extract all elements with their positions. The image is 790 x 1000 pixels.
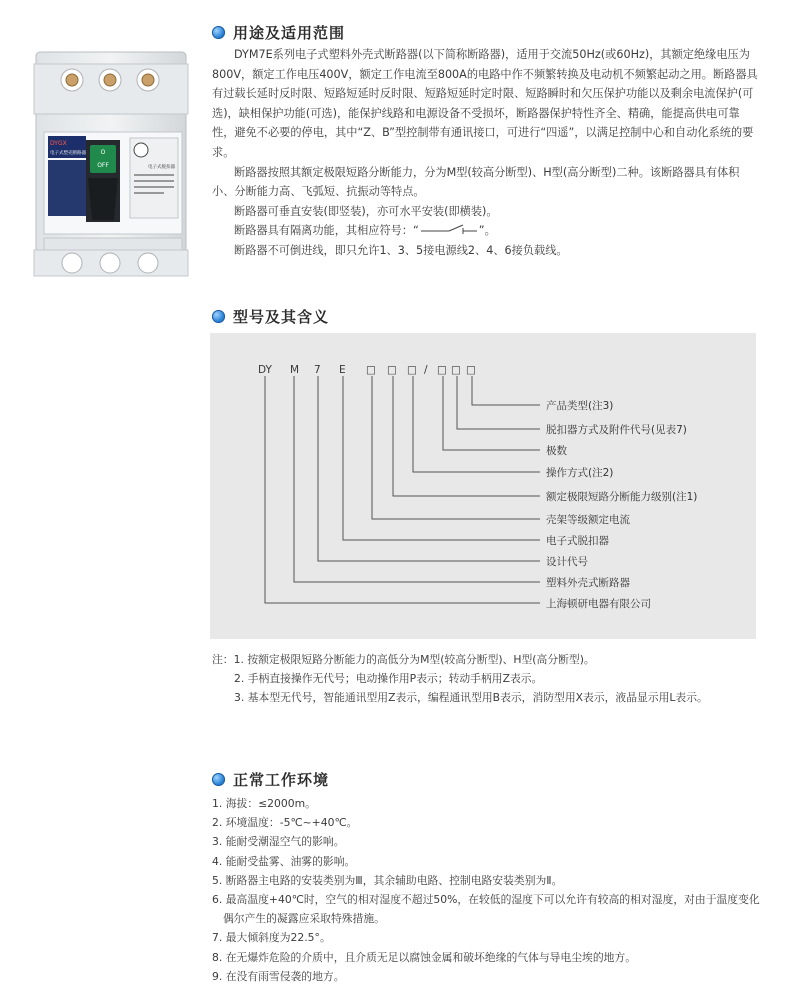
code-part: □	[451, 364, 461, 376]
list-item: 6. 最高温度+40℃时，空气的相对湿度不超过50%，在较低的湿度下可以允许有较高的相对湿度，对由于温度变化	[212, 893, 760, 907]
isolation-switch-symbol-icon	[419, 223, 479, 235]
switch-off-text: OFF	[97, 162, 109, 169]
code-part: □	[466, 364, 476, 376]
list-item: 1. 海拔：≤2000m。	[212, 797, 316, 810]
bullet-icon	[212, 26, 225, 39]
code-part: M	[290, 364, 300, 376]
code-label: 塑料外壳式断路器	[546, 577, 630, 589]
usage-paragraph: 断路器不可倒进线，即只允许1、3、5接电源线2、4、6接负载线。	[234, 243, 568, 257]
circuit-breaker-illustration	[30, 50, 192, 280]
code-label: 产品类型(注3)	[546, 400, 614, 412]
section-title: 正常工作环境	[233, 771, 330, 789]
code-label: 电子式脱扣器	[546, 535, 609, 547]
code-part: /	[424, 364, 428, 376]
brand-text: DYGX	[50, 140, 67, 147]
section-heading-usage	[212, 22, 345, 43]
usage-paragraph: 断路器可垂直安装(即竖装)，亦可水平安装(即横装)。	[234, 204, 498, 218]
code-label: 操作方式(注2)	[546, 467, 614, 479]
section-title: 型号及其含义	[233, 308, 330, 326]
usage-paragraph: 断路器按照其额定极限短路分断能力，分为M型(较高分断型)、H型(高分断型)二种。该断路器具有体积小、分断能力高、飞弧短、抗振动等特点。	[212, 165, 740, 199]
isolation-text-end: ”。	[478, 224, 496, 238]
code-part: 7	[314, 364, 321, 376]
code-part: □	[387, 364, 397, 376]
code-label: 极数	[546, 445, 567, 457]
environment-list	[212, 794, 772, 986]
section-title: 用途及适用范围	[233, 24, 346, 42]
list-item: 7. 最大倾斜度为22.5°。	[212, 931, 331, 945]
list-item: 3. 能耐受潮湿空气的影响。	[212, 835, 345, 849]
note-item: 2. 手柄直接操作无代号；电动操作用P表示；转动手柄用Z表示。	[234, 672, 543, 685]
code-part: E	[339, 364, 346, 376]
code-part: □	[366, 364, 376, 376]
product-image	[30, 50, 192, 280]
isolation-text-start: 断路器具有隔离功能，其相应符号：“	[234, 224, 419, 238]
code-part: DY	[258, 364, 272, 376]
code-label: 额定极限短路分断能力级别(注1)	[546, 491, 698, 503]
bullet-icon	[212, 773, 225, 786]
isolation-symbol-line	[212, 221, 760, 241]
list-item: 5. 断路器主电路的安装类别为Ⅲ，其余辅助电路、控制电路安装类别为Ⅱ。	[212, 873, 563, 887]
notes-prefix: 注：	[212, 653, 234, 666]
bullet-icon	[212, 310, 225, 323]
section-heading-model	[212, 306, 329, 327]
code-label: 脱扣器方式及附件代号(见表7)	[546, 424, 687, 436]
usage-paragraph: DYM7E系列电子式塑料外壳式断路器(以下简称断路器)，适用于交流50Hz(或60Hz)，其额定绝缘电压为800V，额定工作电压400V，额定工作电流至800A的电路中作不频繁转换及电动机不频繁起动之用。断路器具有过载长延时反时限、短路短延时反时限、短路短延时定时限、短路瞬时和欠压保护功能以及剩余电流保护(可选)，缺相保护功能(可选)，能保护线路和电源设备不受损坏，断路器保护特性齐全、精确，能提高供电可靠性，避免不必要的停电，其中“Z、B”型控制带有通讯接口，可进行“四遥”，以满足控制中心和自动化系统的要求。	[212, 48, 758, 159]
section-heading-environment	[212, 769, 329, 790]
note-item: 1. 按额定极限短路分断能力的高低分为M型(较高分断型)、H型(高分断型)。	[233, 653, 595, 666]
right-label-text: 电子式脱扣器	[148, 165, 175, 170]
code-label: 设计代号	[546, 556, 588, 568]
usage-text-block	[212, 45, 760, 261]
model-code-svg	[210, 333, 756, 639]
code-part: □	[437, 364, 447, 376]
list-item: 8. 在无爆炸危险的介质中，且介质无足以腐蚀金属和破坏绝缘的气体与导电尘埃的地方。	[212, 950, 637, 964]
label-panel-text: 电子式塑壳断路器	[50, 151, 86, 156]
list-item-continuation: 偶尔产生的凝露应采取特殊措施。	[223, 912, 385, 926]
code-label: 壳架等级额定电流	[546, 514, 630, 526]
model-notes	[212, 650, 772, 707]
switch-o-text: O	[100, 149, 106, 156]
code-part: □	[407, 364, 417, 376]
model-code-diagram	[210, 333, 756, 639]
list-item: 9. 在没有雨雪侵袭的地方。	[212, 969, 345, 983]
note-item: 3. 基本型无代号，智能通讯型用Z表示，编程通讯型用B表示，消防型用X表示，液晶显示用L表示。	[234, 691, 708, 704]
list-item: 4. 能耐受盐雾、油雾的影响。	[212, 854, 356, 868]
code-label: 上海顿研电器有限公司	[546, 598, 651, 610]
list-item: 2. 环境温度：-5℃~+40℃。	[212, 816, 358, 830]
